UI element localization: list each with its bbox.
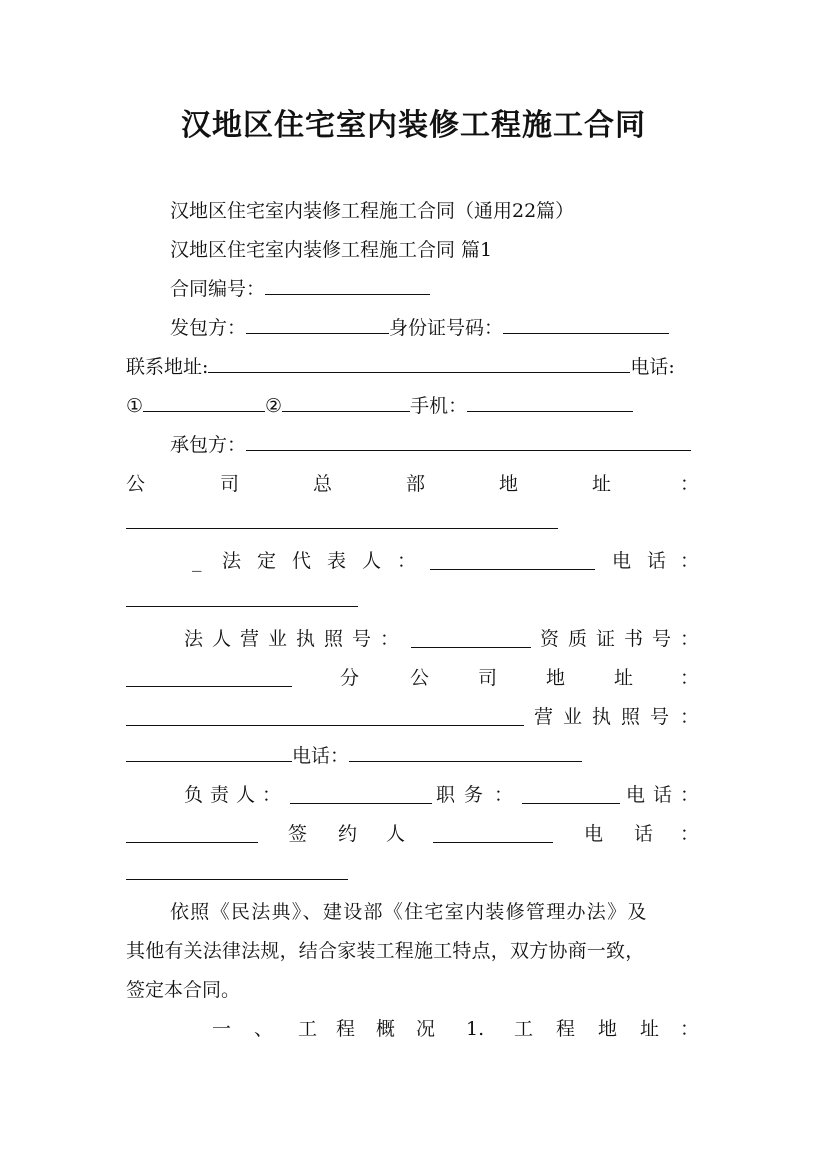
qualification-number-field[interactable] [126,668,292,687]
legal-rep-field[interactable] [430,551,595,570]
party-a-field[interactable] [246,315,389,334]
phone-row [126,392,633,420]
branch-phone-label: 电话： [292,745,350,767]
id-number-label: 身份证号码： [389,317,504,339]
intro-line-1: 依照《民法典》、建设部《住宅室内装修管理办法》及 [170,901,648,923]
party-b-label: 承包方： [170,434,247,456]
mobile-field[interactable] [467,393,633,412]
contract-number-row [170,275,430,303]
mobile-label: 手机： [410,395,468,417]
branch-license-field[interactable] [126,743,292,762]
branch-address-field[interactable] [126,707,524,726]
manager-phone-field[interactable] [126,824,258,843]
contract-number-label: 合同编号： [170,278,266,300]
branch-phone-row [126,742,582,770]
address-row [126,353,675,381]
phone-two-marker: ② [265,395,283,417]
position-field[interactable] [522,785,620,804]
intro-line-3: 签定本合同。 [126,979,241,1001]
chapter-heading: 汉地区住宅室内装修工程施工合同 篇1 [170,239,493,261]
legal-rep-phone-field[interactable] [126,606,358,607]
phone-one-marker: ① [126,395,144,417]
subtitle: 汉地区住宅室内装修工程施工合同（通用22篇） [170,200,575,222]
branch-phone-field[interactable] [349,743,582,762]
document-title: 汉地区住宅室内装修工程施工合同 [181,108,646,143]
phone-one-field[interactable] [143,393,265,412]
phone-two-field[interactable] [282,393,410,412]
signer-phone-field[interactable] [126,879,348,880]
signer-field[interactable] [433,824,553,843]
party-b-field[interactable] [246,432,691,451]
id-number-field[interactable] [503,315,669,334]
party-a-label: 发包方： [170,317,247,339]
party-b-row [170,431,691,459]
hq-address-field[interactable] [126,528,558,529]
license-number-field[interactable] [411,629,531,648]
phone-label: 电话: [630,356,675,378]
contract-number-field[interactable] [265,276,430,295]
address-label: 联系地址: [126,356,209,378]
intro-line-2: 其他有关法律法规，结合家装工程施工特点，双方协商一致， [126,940,645,962]
party-a-row [170,314,669,342]
manager-field[interactable] [290,785,432,804]
address-field[interactable] [208,354,630,373]
